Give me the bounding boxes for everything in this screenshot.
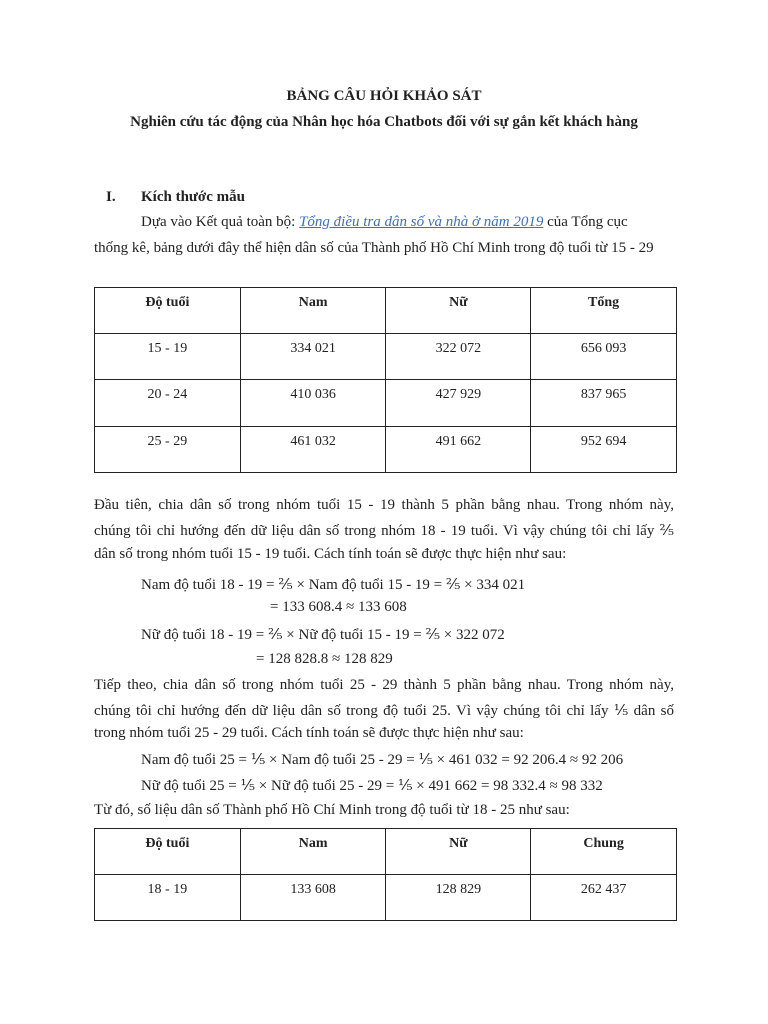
table-cell: 952 694 (531, 427, 677, 473)
table-cell: 322 072 (386, 334, 531, 380)
table-cell: 18 - 19 (95, 875, 241, 921)
para2-calc-male: Nam độ tuổi 25 = ⅕ × Nam độ tuổi 25 - 29 = ⅕ × 461 032 = 92 206.4 ≈ 92 206 (141, 752, 624, 768)
para2-line3: trong nhóm tuổi 25 - 29 tuổi. Cách tính toán sẽ được thực hiện như sau: (94, 725, 524, 741)
table-cell: 133 608 (240, 875, 386, 921)
para2-line1: Tiếp theo, chia dân số trong nhóm tuổi 25 - 29 thành 5 phần bằng nhau. Trong nhóm này, (94, 677, 674, 693)
table-cell: 334 021 (240, 334, 386, 380)
table2-header-female: Nữ (386, 829, 531, 875)
population-table-15-29 (94, 287, 677, 473)
table1-header-female: Nữ (386, 288, 531, 334)
table-cell: 128 829 (386, 875, 531, 921)
section-number: I. (106, 189, 116, 205)
para1-line2: chúng tôi chỉ hướng đến dữ liệu dân số trong nhóm 18 - 19 tuổi. Vì vậy chúng tôi chỉ lấy ⅖ (94, 523, 674, 539)
table-cell: 461 032 (240, 427, 386, 473)
table-row (95, 875, 677, 921)
census-link[interactable]: Tổng điều tra dân số và nhà ở năm 2019 (299, 214, 544, 230)
table-cell: 15 - 19 (95, 334, 241, 380)
intro-prefix: Dựa vào Kết quả toàn bộ: (141, 214, 300, 230)
table-row (95, 427, 677, 473)
table-cell: 20 - 24 (95, 380, 241, 427)
document-subtitle: Nghiên cứu tác động của Nhân học hóa Chatbots đối với sự gắn kết khách hàng (130, 114, 638, 130)
para2-calc-female: Nữ độ tuổi 25 = ⅕ × Nữ độ tuổi 25 - 29 = ⅕ × 491 662 = 98 332.4 ≈ 98 332 (141, 778, 603, 794)
para1-calc-male: Nam độ tuổi 18 - 19 = ⅖ × Nam độ tuổi 15 - 19 = ⅖ × 334 021 (141, 577, 526, 593)
population-table-18-25 (94, 828, 677, 921)
intro-suffix: của Tổng cục (543, 214, 628, 230)
table-cell: 25 - 29 (95, 427, 241, 473)
document-title: BẢNG CÂU HỎI KHẢO SÁT (286, 88, 482, 104)
table-cell: 656 093 (531, 334, 677, 380)
para2-conclusion: Từ đó, số liệu dân số Thành phố Hồ Chí Minh trong độ tuổi từ 18 - 25 như sau: (94, 802, 570, 818)
table-cell: 491 662 (386, 427, 531, 473)
para2-line2: chúng tôi chỉ hướng đến dữ liệu dân số trong độ tuổi 25. Vì vậy chúng tôi chỉ lấy ⅕ dân số (94, 703, 674, 719)
table2-header-total: Chung (531, 829, 677, 875)
table1-header-total: Tổng (531, 288, 677, 334)
para1-line3: dân số trong nhóm tuổi 15 - 19 tuổi. Cách tính toán sẽ được thực hiện như sau: (94, 546, 567, 562)
para1-calc-female-result: = 128 828.8 ≈ 128 829 (256, 651, 393, 667)
para1-line1: Đầu tiên, chia dân số trong nhóm tuổi 15 - 19 thành 5 phần bằng nhau. Trong nhóm này, (94, 497, 674, 513)
intro-line2: thống kê, bảng dưới đây thể hiện dân số của Thành phố Hồ Chí Minh trong độ tuổi từ 15 - 29 (94, 240, 654, 256)
table2-header-male: Nam (240, 829, 386, 875)
table-row (95, 334, 677, 380)
table-cell: 837 965 (531, 380, 677, 427)
table-cell: 410 036 (240, 380, 386, 427)
table1-header-age: Độ tuổi (95, 288, 241, 334)
para1-calc-female: Nữ độ tuổi 18 - 19 = ⅖ × Nữ độ tuổi 15 - 19 = ⅖ × 322 072 (141, 627, 505, 643)
table2-header-age: Độ tuổi (95, 829, 241, 875)
table-row (95, 380, 677, 427)
table1-header-male: Nam (240, 288, 386, 334)
table-cell: 262 437 (531, 875, 677, 921)
para1-calc-male-result: = 133 608.4 ≈ 133 608 (270, 599, 407, 615)
section-title: Kích thước mẫu (141, 189, 245, 205)
intro-line1 (141, 214, 628, 231)
table-cell: 427 929 (386, 380, 531, 427)
